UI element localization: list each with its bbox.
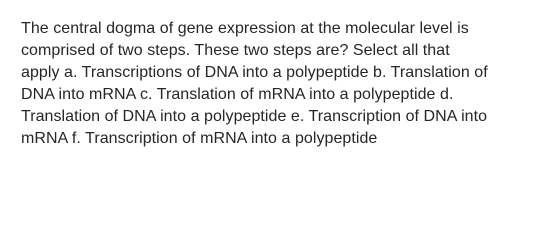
question-line: DNA into mRNA c. Translation of mRNA into a polypeptide d. bbox=[21, 86, 454, 103]
question-line: mRNA f. Transcription of mRNA into a polypeptide bbox=[21, 130, 378, 147]
question-line: apply a. Transcriptions of DNA into a polypeptide b. Translation of bbox=[21, 64, 488, 81]
question-block bbox=[21, 18, 551, 150]
question-line: Translation of DNA into a polypeptide e. Transcription of DNA into bbox=[21, 108, 488, 125]
question-line: comprised of two steps. These two steps are? Select all that bbox=[21, 42, 450, 59]
question-line: The central dogma of gene expression at the molecular level is bbox=[21, 20, 469, 37]
question-text bbox=[21, 18, 551, 150]
